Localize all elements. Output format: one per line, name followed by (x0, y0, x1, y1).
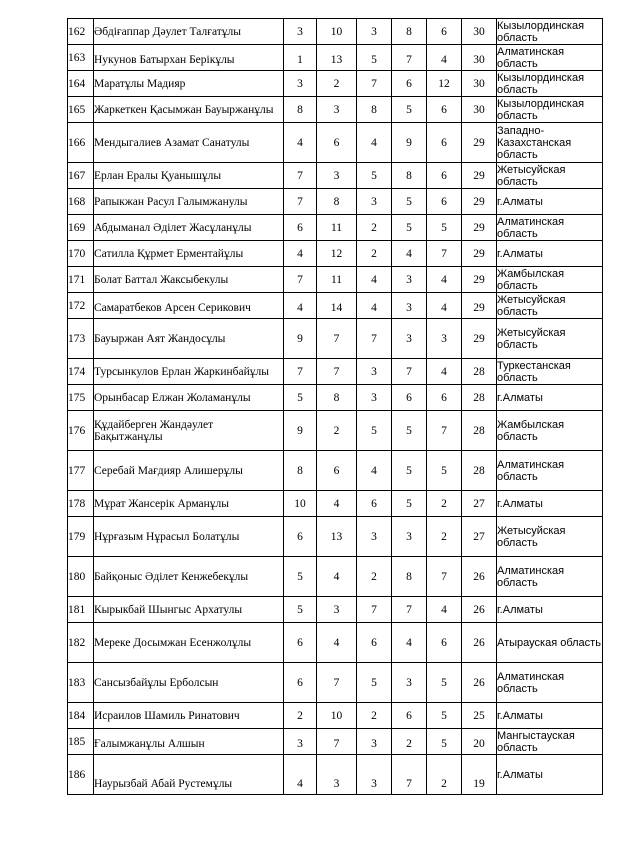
task-score-2: 4 (317, 557, 357, 597)
region: Жамбылская область (497, 267, 603, 293)
task-score-2: 4 (317, 491, 357, 517)
task-score-5: 3 (427, 319, 462, 359)
task-score-5: 6 (427, 97, 462, 123)
region: Алматинская область (497, 451, 603, 491)
task-score-3: 3 (357, 517, 392, 557)
total-score: 29 (462, 241, 497, 267)
row-number: 172 (68, 293, 94, 319)
task-score-3: 2 (357, 703, 392, 729)
table-row (68, 517, 603, 557)
task-score-1: 1 (284, 45, 317, 71)
row-number: 177 (68, 451, 94, 491)
task-score-5: 2 (427, 517, 462, 557)
task-score-2: 12 (317, 241, 357, 267)
task-score-1: 9 (284, 319, 317, 359)
results-table (67, 18, 603, 795)
total-score: 27 (462, 517, 497, 557)
row-number: 178 (68, 491, 94, 517)
total-score: 19 (462, 755, 497, 795)
task-score-3: 4 (357, 293, 392, 319)
task-score-3: 7 (357, 319, 392, 359)
total-score: 26 (462, 623, 497, 663)
task-score-5: 6 (427, 163, 462, 189)
table-row (68, 451, 603, 491)
row-number: 184 (68, 703, 94, 729)
task-score-2: 4 (317, 623, 357, 663)
task-score-3: 2 (357, 557, 392, 597)
row-number: 176 (68, 411, 94, 451)
region: Мангыстауская область (497, 729, 603, 755)
table-row (68, 123, 603, 163)
task-score-5: 5 (427, 451, 462, 491)
task-score-4: 7 (392, 597, 427, 623)
table-row (68, 385, 603, 411)
region: Кызылординская область (497, 19, 603, 45)
region: г.Алматы (497, 241, 603, 267)
task-score-3: 5 (357, 663, 392, 703)
region: Алматинская область (497, 45, 603, 71)
region: г.Алматы (497, 597, 603, 623)
row-number: 171 (68, 267, 94, 293)
task-score-3: 2 (357, 215, 392, 241)
task-score-2: 3 (317, 97, 357, 123)
total-score: 27 (462, 491, 497, 517)
row-number: 170 (68, 241, 94, 267)
row-number: 166 (68, 123, 94, 163)
task-score-4: 3 (392, 293, 427, 319)
total-score: 30 (462, 45, 497, 71)
task-score-1: 3 (284, 19, 317, 45)
row-number: 175 (68, 385, 94, 411)
participant-name: Болат Баттал Жаксыбекулы (94, 267, 284, 293)
total-score: 30 (462, 71, 497, 97)
row-number: 185 (68, 729, 94, 755)
task-score-4: 7 (392, 755, 427, 795)
task-score-1: 3 (284, 71, 317, 97)
task-score-5: 6 (427, 623, 462, 663)
task-score-2: 7 (317, 359, 357, 385)
row-number: 180 (68, 557, 94, 597)
table-row (68, 267, 603, 293)
task-score-2: 10 (317, 703, 357, 729)
participant-name: Байқоныс Әділет Кенжебекұлы (94, 557, 284, 597)
task-score-1: 8 (284, 451, 317, 491)
task-score-4: 5 (392, 215, 427, 241)
row-number: 169 (68, 215, 94, 241)
region: Кызылординская область (497, 97, 603, 123)
total-score: 20 (462, 729, 497, 755)
task-score-2: 8 (317, 189, 357, 215)
participant-name: Бауыржан Аят Жандосұлы (94, 319, 284, 359)
participant-name: Нұрғазым Нұрасыл Болатұлы (94, 517, 284, 557)
task-score-1: 7 (284, 163, 317, 189)
participant-name: Серебай Мағдияр Алишерұлы (94, 451, 284, 491)
row-number: 186 (68, 755, 94, 795)
table-row (68, 703, 603, 729)
task-score-4: 3 (392, 517, 427, 557)
task-score-3: 5 (357, 45, 392, 71)
task-score-2: 10 (317, 19, 357, 45)
row-number: 179 (68, 517, 94, 557)
task-score-5: 6 (427, 123, 462, 163)
task-score-1: 7 (284, 359, 317, 385)
region: Алматинская область (497, 663, 603, 703)
task-score-4: 6 (392, 385, 427, 411)
task-score-2: 2 (317, 411, 357, 451)
participant-name: Рапыкжан Расул Галымжанулы (94, 189, 284, 215)
task-score-3: 8 (357, 97, 392, 123)
row-number: 165 (68, 97, 94, 123)
row-number: 164 (68, 71, 94, 97)
task-score-4: 3 (392, 267, 427, 293)
total-score: 28 (462, 411, 497, 451)
task-score-4: 4 (392, 241, 427, 267)
task-score-2: 13 (317, 517, 357, 557)
row-number: 182 (68, 623, 94, 663)
task-score-1: 7 (284, 267, 317, 293)
row-number: 163 (68, 45, 94, 71)
task-score-5: 7 (427, 557, 462, 597)
table-row (68, 189, 603, 215)
task-score-3: 7 (357, 597, 392, 623)
task-score-1: 4 (284, 241, 317, 267)
task-score-3: 4 (357, 267, 392, 293)
total-score: 30 (462, 19, 497, 45)
task-score-3: 4 (357, 451, 392, 491)
task-score-4: 2 (392, 729, 427, 755)
total-score: 26 (462, 557, 497, 597)
task-score-4: 5 (392, 189, 427, 215)
participant-name: Кырыкбай Шынгыс Архатулы (94, 597, 284, 623)
total-score: 28 (462, 385, 497, 411)
region: Атырауская область (497, 623, 603, 663)
region: Жетысуйская область (497, 163, 603, 189)
task-score-2: 13 (317, 45, 357, 71)
table-row (68, 729, 603, 755)
region: г.Алматы (497, 703, 603, 729)
table-row (68, 755, 603, 795)
total-score: 28 (462, 359, 497, 385)
task-score-1: 6 (284, 663, 317, 703)
task-score-2: 7 (317, 319, 357, 359)
table-row (68, 45, 603, 71)
row-number: 181 (68, 597, 94, 623)
task-score-5: 7 (427, 411, 462, 451)
row-number: 162 (68, 19, 94, 45)
participant-name: Турсынкулов Ерлан Жаркинбайұлы (94, 359, 284, 385)
row-number: 174 (68, 359, 94, 385)
table-row (68, 241, 603, 267)
table-body (68, 19, 603, 795)
task-score-1: 4 (284, 123, 317, 163)
participant-name: Абдыманал Әділет Жасұланұлы (94, 215, 284, 241)
task-score-5: 4 (427, 45, 462, 71)
region: г.Алматы (497, 755, 603, 795)
task-score-1: 3 (284, 729, 317, 755)
task-score-1: 4 (284, 755, 317, 795)
region: Туркестанская область (497, 359, 603, 385)
task-score-3: 7 (357, 71, 392, 97)
table-row (68, 411, 603, 451)
region: Жамбылская область (497, 411, 603, 451)
task-score-4: 5 (392, 411, 427, 451)
participant-name: Мендыгалиев Азамат Санатулы (94, 123, 284, 163)
participant-name: Ғалымжанұлы Алшын (94, 729, 284, 755)
task-score-2: 3 (317, 163, 357, 189)
table-row (68, 319, 603, 359)
task-score-2: 7 (317, 663, 357, 703)
table-row (68, 19, 603, 45)
task-score-3: 3 (357, 359, 392, 385)
total-score: 26 (462, 663, 497, 703)
task-score-1: 8 (284, 97, 317, 123)
task-score-4: 7 (392, 45, 427, 71)
task-score-4: 8 (392, 557, 427, 597)
table-row (68, 293, 603, 319)
task-score-1: 6 (284, 517, 317, 557)
total-score: 29 (462, 267, 497, 293)
task-score-5: 4 (427, 359, 462, 385)
participant-name: Нукунов Батырхан Берікұлы (94, 45, 284, 71)
region: Жетысуйская область (497, 319, 603, 359)
region: г.Алматы (497, 385, 603, 411)
total-score: 30 (462, 97, 497, 123)
task-score-2: 6 (317, 451, 357, 491)
total-score: 26 (462, 597, 497, 623)
task-score-3: 6 (357, 491, 392, 517)
task-score-4: 5 (392, 451, 427, 491)
task-score-4: 6 (392, 71, 427, 97)
task-score-1: 4 (284, 293, 317, 319)
region: г.Алматы (497, 189, 603, 215)
task-score-2: 6 (317, 123, 357, 163)
participant-name: Мереке Досымжан Есенжолұлы (94, 623, 284, 663)
task-score-2: 3 (317, 597, 357, 623)
task-score-4: 3 (392, 319, 427, 359)
task-score-2: 11 (317, 215, 357, 241)
region: г.Алматы (497, 491, 603, 517)
participant-name: Самаратбеков Арсен Серикович (94, 293, 284, 319)
region: Алматинская область (497, 557, 603, 597)
participant-name: Сатилла Құрмет Ерментайұлы (94, 241, 284, 267)
task-score-3: 3 (357, 19, 392, 45)
task-score-3: 3 (357, 729, 392, 755)
total-score: 29 (462, 163, 497, 189)
participant-name: Ерлан Ералы Қуанышұлы (94, 163, 284, 189)
task-score-5: 2 (427, 491, 462, 517)
task-score-4: 8 (392, 19, 427, 45)
total-score: 25 (462, 703, 497, 729)
task-score-5: 7 (427, 241, 462, 267)
row-number: 183 (68, 663, 94, 703)
task-score-4: 7 (392, 359, 427, 385)
task-score-3: 3 (357, 385, 392, 411)
participant-name: Исраилов Шамиль Ринатович (94, 703, 284, 729)
row-number: 168 (68, 189, 94, 215)
total-score: 29 (462, 319, 497, 359)
table-row (68, 215, 603, 241)
task-score-2: 2 (317, 71, 357, 97)
task-score-5: 4 (427, 293, 462, 319)
task-score-3: 5 (357, 411, 392, 451)
task-score-2: 3 (317, 755, 357, 795)
region: Кызылординская область (497, 71, 603, 97)
task-score-1: 2 (284, 703, 317, 729)
task-score-5: 4 (427, 267, 462, 293)
table-row (68, 71, 603, 97)
region: Западно-Казахстанская область (497, 123, 603, 163)
task-score-4: 8 (392, 163, 427, 189)
row-number: 173 (68, 319, 94, 359)
task-score-4: 3 (392, 663, 427, 703)
table-row (68, 557, 603, 597)
total-score: 29 (462, 123, 497, 163)
table-row (68, 623, 603, 663)
task-score-1: 5 (284, 597, 317, 623)
participant-name: Әбдіғаппар Дәулет Талғатұлы (94, 19, 284, 45)
region: Жетысуйская область (497, 293, 603, 319)
task-score-5: 5 (427, 215, 462, 241)
total-score: 28 (462, 451, 497, 491)
task-score-3: 3 (357, 189, 392, 215)
participant-name: Сансызбайұлы Ерболсын (94, 663, 284, 703)
participant-name: Құдайберген Жандәулет Бақытжанұлы (94, 411, 284, 451)
task-score-5: 5 (427, 729, 462, 755)
task-score-4: 6 (392, 703, 427, 729)
task-score-1: 6 (284, 215, 317, 241)
task-score-1: 5 (284, 385, 317, 411)
table-row (68, 163, 603, 189)
task-score-5: 12 (427, 71, 462, 97)
task-score-1: 7 (284, 189, 317, 215)
task-score-4: 9 (392, 123, 427, 163)
table-row (68, 97, 603, 123)
task-score-3: 6 (357, 623, 392, 663)
region: Алматинская область (497, 215, 603, 241)
task-score-5: 6 (427, 189, 462, 215)
participant-name: Мұрат Жансерік Арманұлы (94, 491, 284, 517)
task-score-3: 2 (357, 241, 392, 267)
table-row (68, 491, 603, 517)
task-score-2: 14 (317, 293, 357, 319)
task-score-1: 10 (284, 491, 317, 517)
task-score-4: 4 (392, 623, 427, 663)
participant-name: Жаркеткен Қасымжан Бауыржанұлы (94, 97, 284, 123)
total-score: 29 (462, 293, 497, 319)
region: Жетысуйская область (497, 517, 603, 557)
table-row (68, 359, 603, 385)
total-score: 29 (462, 215, 497, 241)
task-score-4: 5 (392, 491, 427, 517)
task-score-1: 6 (284, 623, 317, 663)
task-score-5: 6 (427, 385, 462, 411)
task-score-2: 8 (317, 385, 357, 411)
task-score-5: 5 (427, 703, 462, 729)
table-row (68, 597, 603, 623)
table-row (68, 663, 603, 703)
task-score-2: 11 (317, 267, 357, 293)
task-score-1: 5 (284, 557, 317, 597)
task-score-5: 2 (427, 755, 462, 795)
task-score-3: 3 (357, 755, 392, 795)
total-score: 29 (462, 189, 497, 215)
participant-name: Маратұлы Мадияр (94, 71, 284, 97)
task-score-5: 5 (427, 663, 462, 703)
task-score-1: 9 (284, 411, 317, 451)
task-score-2: 7 (317, 729, 357, 755)
task-score-4: 5 (392, 97, 427, 123)
task-score-5: 4 (427, 597, 462, 623)
participant-name: Наурызбай Абай Рустемұлы (94, 755, 284, 795)
task-score-5: 6 (427, 19, 462, 45)
task-score-3: 5 (357, 163, 392, 189)
row-number: 167 (68, 163, 94, 189)
participant-name: Орынбасар Елжан Жоламанұлы (94, 385, 284, 411)
task-score-3: 4 (357, 123, 392, 163)
